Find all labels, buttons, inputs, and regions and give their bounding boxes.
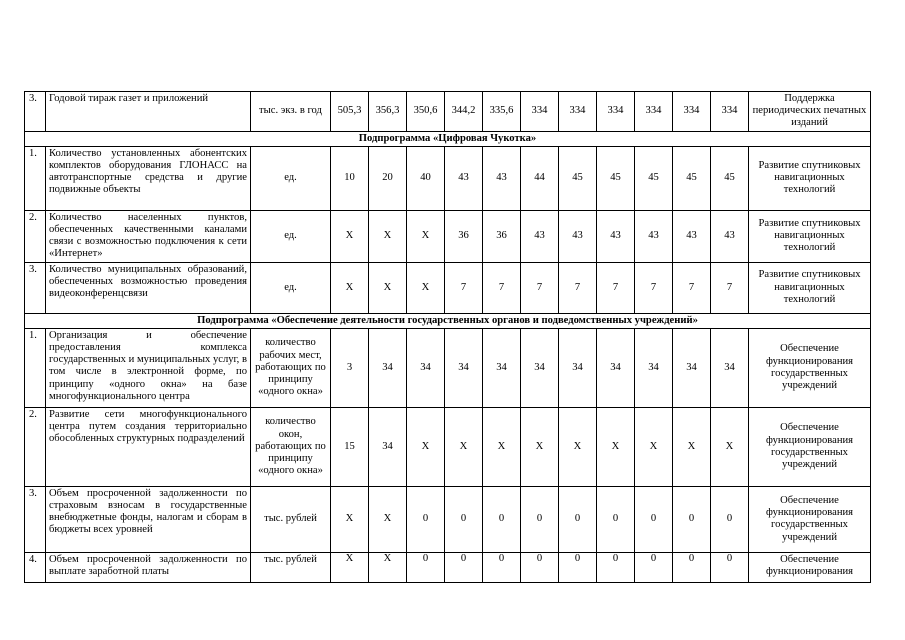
row-number: 3. [25,486,46,552]
note-cell: Обеспечение функционирования государственных учреждений [749,486,871,552]
value-cell: 44 [521,146,559,210]
value-cell: 334 [635,92,673,132]
row-number: 4. [25,552,46,582]
note-cell: Развитие спутниковых навигационных технологий [749,146,871,210]
indicator-name: Количество установленных абонентских комплектов оборудования ГЛОНАСС на автотранспортные средства и другие подвижные объекты [46,146,251,210]
table-row [25,92,871,132]
value-cell: 0 [711,552,749,582]
indicator-name: Объем просроченной задолженности по выплате заработной платы [46,552,251,582]
section-header-row [25,131,871,146]
value-cell: 0 [407,486,445,552]
value-cell: 45 [635,146,673,210]
unit-cell: количество окон, работающих по принципу «одного окна» [251,407,331,486]
value-cell: 3 [331,328,369,407]
value-cell: 334 [597,92,635,132]
value-cell: X [331,210,369,262]
note-cell: Обеспечение функционирования государственных учреждений [749,328,871,407]
indicator-name: Организация и обеспечение предоставления комплекса государственных и муниципальных услуг, в том числе в электронной форме, по принципу «одного окна» на базе многофункционального центра [46,328,251,407]
value-cell: X [407,262,445,313]
row-number: 2. [25,407,46,486]
value-cell: 0 [673,486,711,552]
value-cell: 335,6 [483,92,521,132]
value-cell: X [369,262,407,313]
value-cell: 0 [559,486,597,552]
value-cell: 7 [521,262,559,313]
value-cell: X [673,407,711,486]
value-cell: 36 [483,210,521,262]
value-cell: 344,2 [445,92,483,132]
value-cell: 34 [559,328,597,407]
value-cell: X [445,407,483,486]
row-number: 2. [25,210,46,262]
value-cell: X [369,552,407,582]
value-cell: 15 [331,407,369,486]
value-cell: X [369,210,407,262]
unit-cell: ед. [251,262,331,313]
value-cell: 45 [559,146,597,210]
note-cell: Обеспечение функционирования [749,552,871,582]
value-cell: 40 [407,146,445,210]
table-row [25,552,871,582]
value-cell: 7 [445,262,483,313]
indicator-name: Развитие сети многофункционального центра путем создания территориально обособленных структурных подразделений [46,407,251,486]
value-cell: 0 [521,552,559,582]
value-cell: 43 [483,146,521,210]
value-cell: 7 [673,262,711,313]
value-cell: X [521,407,559,486]
row-number: 1. [25,328,46,407]
value-cell: X [559,407,597,486]
value-cell: 7 [559,262,597,313]
value-cell: 34 [407,328,445,407]
value-cell: X [597,407,635,486]
unit-cell: тыс. рублей [251,552,331,582]
value-cell: 36 [445,210,483,262]
section-title: Подпрограмма «Цифровая Чукотка» [25,131,871,146]
unit-cell: количество рабочих мест, работающих по принципу «одного окна» [251,328,331,407]
value-cell: X [331,486,369,552]
value-cell: 7 [711,262,749,313]
value-cell: 43 [597,210,635,262]
value-cell: 7 [597,262,635,313]
section-title: Подпрограмма «Обеспечение деятельности государственных органов и подведомственных учреждений» [25,313,871,328]
table-body [25,92,871,583]
value-cell: 0 [521,486,559,552]
table-row [25,210,871,262]
value-cell: X [711,407,749,486]
value-cell: 43 [559,210,597,262]
value-cell: 7 [635,262,673,313]
value-cell: 505,3 [331,92,369,132]
value-cell: 20 [369,146,407,210]
unit-cell: ед. [251,210,331,262]
value-cell: 7 [483,262,521,313]
value-cell: 34 [711,328,749,407]
value-cell: 34 [483,328,521,407]
value-cell: 0 [597,486,635,552]
value-cell: 350,6 [407,92,445,132]
section-header-row [25,313,871,328]
table-row [25,486,871,552]
row-number: 3. [25,262,46,313]
note-cell: Поддержка периодических печатных изданий [749,92,871,132]
note-cell: Обеспечение функционирования государственных учреждений [749,407,871,486]
value-cell: 43 [711,210,749,262]
value-cell: X [407,210,445,262]
value-cell: X [331,552,369,582]
unit-cell: тыс. рублей [251,486,331,552]
indicator-name: Количество населенных пунктов, обеспеченных качественными каналами связи с возможностью подключения к сети «Интернет» [46,210,251,262]
value-cell: 34 [445,328,483,407]
indicator-name: Годовой тираж газет и приложений [46,92,251,132]
value-cell: X [483,407,521,486]
value-cell: 45 [673,146,711,210]
value-cell: 34 [521,328,559,407]
value-cell: 34 [597,328,635,407]
indicator-name: Количество муниципальных образований, обеспеченных возможностью проведения видеоконференцсвязи [46,262,251,313]
value-cell: 0 [673,552,711,582]
value-cell: 45 [597,146,635,210]
value-cell: 334 [673,92,711,132]
value-cell: X [407,407,445,486]
table-row [25,262,871,313]
indicators-table [24,91,871,583]
value-cell: 334 [559,92,597,132]
value-cell: 10 [331,146,369,210]
unit-cell: ед. [251,146,331,210]
row-number: 1. [25,146,46,210]
value-cell: 0 [711,486,749,552]
value-cell: 334 [711,92,749,132]
value-cell: 0 [559,552,597,582]
value-cell: 0 [483,552,521,582]
note-cell: Развитие спутниковых навигационных технологий [749,262,871,313]
value-cell: 0 [483,486,521,552]
value-cell: 0 [597,552,635,582]
value-cell: 43 [673,210,711,262]
value-cell: X [635,407,673,486]
value-cell: 0 [445,486,483,552]
table-row [25,146,871,210]
value-cell: 34 [635,328,673,407]
value-cell: 0 [445,552,483,582]
table-row [25,328,871,407]
value-cell: 0 [407,552,445,582]
indicator-name: Объем просроченной задолженности по страховым взносам в государственные внебюджетные фонды, налогам и сборам в бюджеты всех уровней [46,486,251,552]
value-cell: 34 [369,328,407,407]
value-cell: 43 [635,210,673,262]
value-cell: X [369,486,407,552]
row-number: 3. [25,92,46,132]
value-cell: 43 [445,146,483,210]
value-cell: 356,3 [369,92,407,132]
value-cell: 334 [521,92,559,132]
note-cell: Развитие спутниковых навигационных технологий [749,210,871,262]
value-cell: 34 [673,328,711,407]
value-cell: 0 [635,552,673,582]
value-cell: X [331,262,369,313]
value-cell: 43 [521,210,559,262]
value-cell: 34 [369,407,407,486]
table-row [25,407,871,486]
value-cell: 0 [635,486,673,552]
value-cell: 45 [711,146,749,210]
unit-cell: тыс. экз. в год [251,92,331,132]
